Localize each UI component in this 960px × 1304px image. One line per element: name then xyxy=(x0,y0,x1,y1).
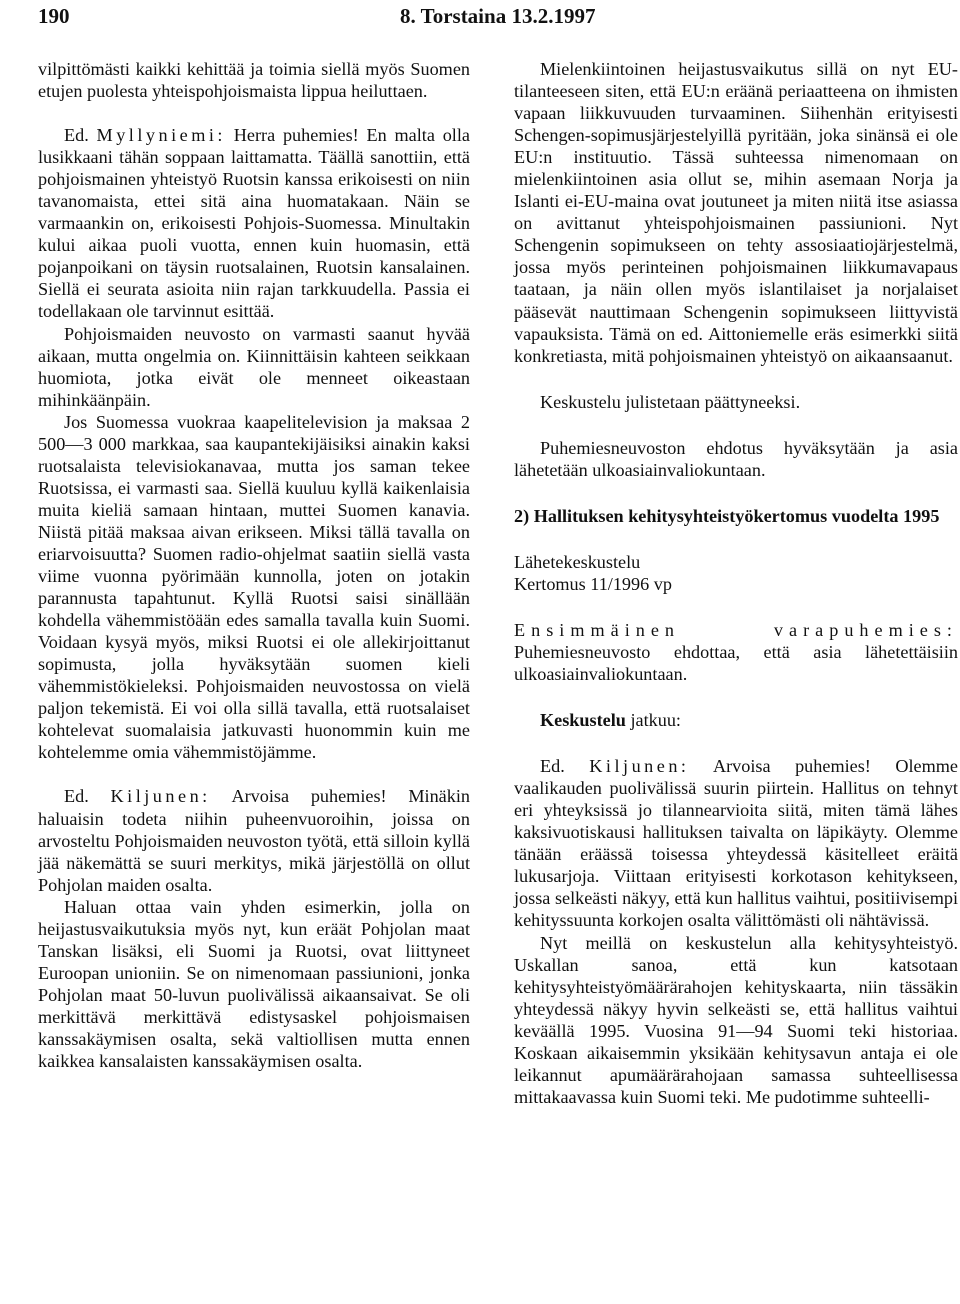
referral-debate-label: Lähetekeskustelu xyxy=(514,551,641,572)
agenda-heading: 2) Hallituksen kehitysyhteistyökertomus vuodelta 1995 xyxy=(514,505,940,526)
paragraph: Pohjoismaiden neuvosto on varmasti saanut hyvää aikaan, mutta ongelmia on. Kiinnittäisin kahteen seikkaan huomiota, jotka eivät ole menneet oikeastaan mihinkäänpäin. xyxy=(38,323,470,410)
speaker-name: Kiljunen: xyxy=(589,756,690,777)
paragraph: Haluan ottaa vain yhden esimerkin, jolla on heijastusvaikutuksia myös nyt, kun eräät Pohjolan maat Tanskan lisäksi, eli Suomi ja Ruotsi, ovat liittyneet Euroopan unioniin. Se on nimenomaan passiunioni, jonka Pohjolan maat 50-luvun puolivälissä aikaansaivat. Se oli merkittävä merkittävä edistysaskel pohjoismaisen kanssakäymisen osalta, sekä valtiollisen mutta ennen kaikkea kansalaisten kanssakäymisen osalta. xyxy=(38,896,470,1072)
speech-paragraph xyxy=(514,619,958,685)
decision-paragraph: Puhemiesneuvoston ehdotus hyväksytään ja asia lähetetään ulkoasiainvaliokuntaan. xyxy=(514,437,958,480)
paragraph: Jos Suomessa vuokraa kaapelitelevision ja maksaa 2 500—3 000 markkaa, saa kaupantekijäisiksi ainakin kaksi ruotsalaista televisiokanavaa, mutta jos saman tekee Ruotsissa, ei varmasti saa. Siellä kuuluu kyllä kaikenlaisia muita kieliä samaan hintaan, muttei Suomen kanavia. Niistä pitää maksaa aivan erikseen. Miksi tällä tavalla on eriarvoisuutta? Suomen radio-ohjelmat saatiin siellä vasta viime vuonna pyörimään kunnolla, joten on jotakin parannusta tapahtunut. Kyllä Ruotsi saisi sinällään kohdella vähemmistöään edes samalla tavalla kuin Suomi. Voidaan kysyä myös, miksi Ruotsi ei ole allekirjoittanut sopimusta, jolla hyväksytään suomen kieli vähemmistökieleksi. Pohjoismaiden neuvostossa on vielä paljon tekemistä. Ei voi olla sillä tavalla, että ruotsalaiset kohtelevat suomalaisia jatkuvasti huonommin kuin me kohtelemme omia vähemmistöjämme. xyxy=(38,411,470,763)
speech-text: Arvoisa puhemies! Olemme vaalikauden puolivälissä suurin piirtein. Hallitus on tehnyt eri yhteyksissä jo tilannearvioita siitä, miten tämä lähes kaksivuotiskausi hallituksen taivalta on läpikäyty. Olemme tänään eräässä toisessa yhteydessä käsitelleet eräitä lukusarjoja. Viittaan erityisesti korkotason kehitykseen, jossa selkeästi näkyy, että kun hallitus vaihtui, positiivisempi kehityssuunta korkojen osalta välittömästi oli nähtävissä. xyxy=(514,756,958,931)
ed-prefix: Ed. xyxy=(540,756,590,777)
speech-text: Puhemiesneuvosto ehdottaa, että asia lähetettäisiin ulkoasiainvaliokuntaan. xyxy=(514,641,958,685)
right-column xyxy=(514,58,958,1108)
ed-prefix: Ed. xyxy=(64,786,111,807)
session-label: 8. Torstaina 13.2.1997 xyxy=(400,4,596,28)
speaker-name: Myllyniemi: xyxy=(96,125,226,146)
speech-paragraph xyxy=(514,755,958,931)
debate-continues xyxy=(514,709,958,731)
paragraph: Nyt meillä on keskustelun alla kehitysyhteistyö. Uskallan sanoa, että kun katsotaan kehitysyhteistyömäärärahojen kehityskaarta, niin tässäkin yhteydessä näkyy hyvin selkeästi se, että hallitus vaihtui keväällä 1995. Vuosina 91—94 Suomi teki historiaa. Koskaan aikaisemmin yksikään kehitysavun antaja ei ole leikannut apumäärärahojaan samassa suhteellisessa mittakaavassa kuin Suomi teki. Me pudotimme suhteelli- xyxy=(514,932,958,1107)
paragraph: vilpittömästi kaikki kehittää ja toimia siellä myös Suomen etujen puolesta yhteispohjoismaista lippua heiluttaen. xyxy=(38,59,470,102)
speaker-name: Ensimmäinen varapuhemies: xyxy=(514,619,958,640)
speaker-name: Kiljunen: xyxy=(110,786,211,807)
debate-text: jatkuu: xyxy=(625,710,681,731)
page-header xyxy=(38,4,922,34)
speech-paragraph xyxy=(38,124,470,322)
report-reference: Kertomus 11/1996 vp xyxy=(514,573,672,594)
paragraph: Mielenkiintoinen heijastusvaikutus sillä on nyt EU-tilanteeseen siten, että EU:n eräänä periaatteena on ihmisten vapaan liikkuvuuden turvaaminen. Siihenhän erityisesti Schengen-sopimusjärjestelyillä pyritään, joka sinänsä ei ole EU:n instituutio. Tässä suhteessa nimenomaan on mielenkiintoinen asia ollut se, mihin asemaan Norja ja Islanti ei-EU-maina ovat joutuneet ja miten niitä itse asiassa on avittanut yhteispohjoismainen passiunioni. Nyt Schengenin sopimukseen on tehty assosiaatiojärjestelmä, jossa myös perinteinen pohjoismainen liikkumavapaus taataan, ja näin ollen myös islantilaiset ja norjalaiset pääsevät nauttimaan Schengenin sopimukseen liittyvistä vapauksista. Tämä on ed. Aittoniemelle eräs esimerkki siitä konkretiasta, mitä pohjoismainen yhteistyö on aikaansaanut. xyxy=(514,59,958,366)
page-number: 190 xyxy=(38,4,70,28)
speech-paragraph xyxy=(38,785,470,895)
ed-prefix: Ed. xyxy=(64,125,97,146)
debate-label: Keskustelu xyxy=(540,710,626,731)
speech-text: Arvoisa puhemies! Minäkin haluaisin todeta niihin puheenvuoroihin, joissa on arvosteltu Pohjoismaiden neuvoston työtä, että silloin kyllä jää näkemättä se suuri merkitys, mikä järjestöllä on ollut Pohjolan maiden osalta. xyxy=(38,786,470,895)
debate-closed: Keskustelu julistetaan päättyneeksi. xyxy=(540,391,801,412)
speech-text: Herra puhemies! En malta olla lusikkaani tähän soppaan laittamatta. Täällä sanottiin, että pohjoismainen yhteistyö Ruotsin kanssa erikoisesti on niin tavanomaista, ettei sitä aina huomatakaan. Näin se varmaankin on, erikoisesti Pohjois-Suomessa. Minultakin kului aikaa puoli vuotta, ennen kuin huomasin, että pojanpoikani on täysin ruotsalainen, Ruotsin kansalainen. Siellä ei seurata asioita niin rajan tarkkuudella. Passia ei todellakaan ole tarvinnut esittää. xyxy=(38,125,470,322)
left-column xyxy=(38,58,470,1072)
